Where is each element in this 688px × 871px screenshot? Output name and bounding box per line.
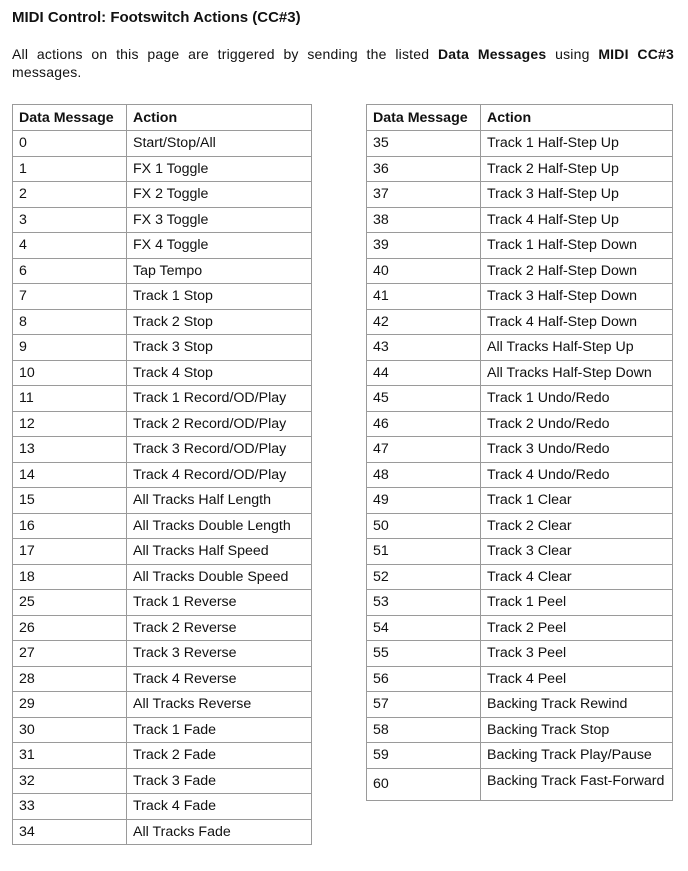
table-row xyxy=(13,462,312,488)
action-cell: FX 3 Toggle xyxy=(127,207,312,233)
data-message-cell: 15 xyxy=(13,488,127,514)
table-row xyxy=(13,360,312,386)
intro-bold-data-messages: Data Messages xyxy=(437,46,547,62)
data-message-cell: 6 xyxy=(13,258,127,284)
table-row xyxy=(13,233,312,259)
data-message-cell: 30 xyxy=(13,717,127,743)
data-message-cell: 28 xyxy=(13,666,127,692)
action-cell: Track 1 Record/OD/Play xyxy=(127,386,312,412)
data-message-cell: 35 xyxy=(367,131,481,157)
table-row xyxy=(13,411,312,437)
action-cell: Track 2 Half-Step Down xyxy=(481,258,673,284)
data-message-cell: 42 xyxy=(367,309,481,335)
data-message-cell: 10 xyxy=(13,360,127,386)
action-cell: Track 2 Record/OD/Play xyxy=(127,411,312,437)
table-row xyxy=(13,692,312,718)
table-row xyxy=(13,156,312,182)
action-cell: Track 2 Clear xyxy=(481,513,673,539)
table-row xyxy=(13,437,312,463)
data-message-cell: 57 xyxy=(367,692,481,718)
data-message-cell: 12 xyxy=(13,411,127,437)
table-row xyxy=(13,590,312,616)
table-row xyxy=(367,437,673,463)
column-header-data-message: Data Message xyxy=(367,105,481,131)
table-row xyxy=(367,768,673,800)
table-row xyxy=(13,819,312,845)
action-cell: Track 1 Undo/Redo xyxy=(481,386,673,412)
intro-paragraph xyxy=(12,45,674,81)
table-row xyxy=(13,386,312,412)
intro-text-2: using xyxy=(546,46,599,62)
intro-bold-midi-cc: MIDI CC#3 xyxy=(598,46,674,62)
table-row xyxy=(13,335,312,361)
action-cell: FX 1 Toggle xyxy=(127,156,312,182)
table-row xyxy=(367,513,673,539)
data-message-cell: 11 xyxy=(13,386,127,412)
data-message-cell: 38 xyxy=(367,207,481,233)
data-message-cell: 0 xyxy=(13,131,127,157)
table-row xyxy=(13,794,312,820)
table-row xyxy=(13,207,312,233)
table-row xyxy=(13,539,312,565)
action-cell: Track 1 Stop xyxy=(127,284,312,310)
data-message-cell: 29 xyxy=(13,692,127,718)
action-cell: Start/Stop/All xyxy=(127,131,312,157)
table-row xyxy=(367,156,673,182)
data-message-cell: 47 xyxy=(367,437,481,463)
table-row xyxy=(13,131,312,157)
data-message-cell: 43 xyxy=(367,335,481,361)
intro-text-1: All actions on this page are triggered by sending the listed xyxy=(12,46,438,62)
data-message-cell: 36 xyxy=(367,156,481,182)
table-row xyxy=(367,539,673,565)
table-header-row xyxy=(367,105,673,131)
data-message-cell: 27 xyxy=(13,641,127,667)
action-cell: Track 3 Reverse xyxy=(127,641,312,667)
table-body-right xyxy=(367,131,673,801)
table-row xyxy=(367,182,673,208)
table-row xyxy=(367,233,673,259)
action-cell: Track 4 Reverse xyxy=(127,666,312,692)
table-row xyxy=(367,666,673,692)
action-cell: Track 3 Record/OD/Play xyxy=(127,437,312,463)
action-cell: Track 3 Half-Step Down xyxy=(481,284,673,310)
data-message-cell: 54 xyxy=(367,615,481,641)
action-cell: Track 2 Stop xyxy=(127,309,312,335)
action-cell: All Tracks Half Length xyxy=(127,488,312,514)
data-message-cell: 48 xyxy=(367,462,481,488)
data-message-cell: 3 xyxy=(13,207,127,233)
action-cell: Track 1 Reverse xyxy=(127,590,312,616)
data-message-cell: 31 xyxy=(13,743,127,769)
table-row xyxy=(367,207,673,233)
data-message-cell: 32 xyxy=(13,768,127,794)
actions-table-left xyxy=(12,104,312,845)
action-cell: All Tracks Half-Step Down xyxy=(481,360,673,386)
table-row xyxy=(367,131,673,157)
table-row xyxy=(13,615,312,641)
action-cell: Track 3 Clear xyxy=(481,539,673,565)
action-cell: All Tracks Double Speed xyxy=(127,564,312,590)
column-header-action: Action xyxy=(481,105,673,131)
data-message-cell: 39 xyxy=(367,233,481,259)
table-row xyxy=(13,309,312,335)
action-cell: Track 2 Peel xyxy=(481,615,673,641)
action-cell: Track 1 Clear xyxy=(481,488,673,514)
data-message-cell: 37 xyxy=(367,182,481,208)
table-row xyxy=(13,768,312,794)
data-message-cell: 44 xyxy=(367,360,481,386)
action-cell: Track 1 Half-Step Down xyxy=(481,233,673,259)
table-row xyxy=(367,488,673,514)
data-message-cell: 17 xyxy=(13,539,127,565)
action-cell: Track 3 Stop xyxy=(127,335,312,361)
data-message-cell: 14 xyxy=(13,462,127,488)
table-row xyxy=(13,182,312,208)
data-message-cell: 45 xyxy=(367,386,481,412)
data-message-cell: 8 xyxy=(13,309,127,335)
data-message-cell: 33 xyxy=(13,794,127,820)
data-message-cell: 16 xyxy=(13,513,127,539)
action-cell: Track 4 Peel xyxy=(481,666,673,692)
action-cell: Track 1 Fade xyxy=(127,717,312,743)
data-message-cell: 53 xyxy=(367,590,481,616)
action-cell: Track 4 Clear xyxy=(481,564,673,590)
intro-text-3: messages. xyxy=(12,64,82,80)
action-cell: All Tracks Double Length xyxy=(127,513,312,539)
data-message-cell: 4 xyxy=(13,233,127,259)
action-cell: Track 4 Fade xyxy=(127,794,312,820)
table-header-row xyxy=(13,105,312,131)
data-message-cell: 34 xyxy=(13,819,127,845)
data-message-cell: 7 xyxy=(13,284,127,310)
action-cell: Track 4 Half-Step Down xyxy=(481,309,673,335)
action-cell: Track 3 Peel xyxy=(481,641,673,667)
data-message-cell: 59 xyxy=(367,743,481,769)
table-row xyxy=(367,743,673,769)
data-message-cell: 40 xyxy=(367,258,481,284)
action-cell: All Tracks Half-Step Up xyxy=(481,335,673,361)
column-header-action: Action xyxy=(127,105,312,131)
action-cell: Track 2 Undo/Redo xyxy=(481,411,673,437)
action-cell: Track 2 Reverse xyxy=(127,615,312,641)
table-row xyxy=(367,411,673,437)
action-cell: Track 3 Fade xyxy=(127,768,312,794)
action-cell: All Tracks Half Speed xyxy=(127,539,312,565)
table-row xyxy=(13,564,312,590)
table-row xyxy=(13,488,312,514)
data-message-cell: 9 xyxy=(13,335,127,361)
action-cell: Track 1 Half-Step Up xyxy=(481,131,673,157)
data-message-cell: 41 xyxy=(367,284,481,310)
table-row xyxy=(13,641,312,667)
data-message-cell: 51 xyxy=(367,539,481,565)
data-message-cell: 13 xyxy=(13,437,127,463)
action-cell: Tap Tempo xyxy=(127,258,312,284)
action-cell: Track 4 Half-Step Up xyxy=(481,207,673,233)
data-message-cell: 18 xyxy=(13,564,127,590)
data-message-cell: 56 xyxy=(367,666,481,692)
table-row xyxy=(367,309,673,335)
action-cell: FX 2 Toggle xyxy=(127,182,312,208)
table-body-left xyxy=(13,131,312,845)
action-cell: Backing Track Play/Pause xyxy=(481,743,673,769)
table-row xyxy=(367,462,673,488)
action-cell: Track 3 Undo/Redo xyxy=(481,437,673,463)
table-row xyxy=(13,743,312,769)
page-title: MIDI Control: Footswitch Actions (CC#3) xyxy=(12,9,301,26)
action-cell: Track 2 Half-Step Up xyxy=(481,156,673,182)
table-row xyxy=(367,615,673,641)
action-cell: Track 4 Record/OD/Play xyxy=(127,462,312,488)
table-row xyxy=(13,284,312,310)
data-message-cell: 46 xyxy=(367,411,481,437)
data-message-cell: 50 xyxy=(367,513,481,539)
column-header-data-message: Data Message xyxy=(13,105,127,131)
table-row xyxy=(367,335,673,361)
data-message-cell: 60 xyxy=(367,768,481,800)
table-row xyxy=(367,564,673,590)
action-cell: All Tracks Fade xyxy=(127,819,312,845)
data-message-cell: 58 xyxy=(367,717,481,743)
data-message-cell: 49 xyxy=(367,488,481,514)
table-row xyxy=(367,258,673,284)
data-message-cell: 55 xyxy=(367,641,481,667)
action-cell: Backing Track Rewind xyxy=(481,692,673,718)
data-message-cell: 2 xyxy=(13,182,127,208)
action-cell: FX 4 Toggle xyxy=(127,233,312,259)
table-row xyxy=(13,513,312,539)
table-row xyxy=(13,666,312,692)
action-cell: Track 4 Stop xyxy=(127,360,312,386)
action-cell: Backing Track Fast-Forward xyxy=(481,768,673,800)
data-message-cell: 52 xyxy=(367,564,481,590)
table-row xyxy=(367,386,673,412)
action-cell: Track 1 Peel xyxy=(481,590,673,616)
data-message-cell: 1 xyxy=(13,156,127,182)
action-cell: All Tracks Reverse xyxy=(127,692,312,718)
data-message-cell: 26 xyxy=(13,615,127,641)
table-row xyxy=(367,641,673,667)
table-row xyxy=(13,717,312,743)
actions-table-right xyxy=(366,104,673,801)
action-cell: Track 3 Half-Step Up xyxy=(481,182,673,208)
action-cell: Track 2 Fade xyxy=(127,743,312,769)
table-row xyxy=(367,717,673,743)
table-row xyxy=(367,590,673,616)
table-row xyxy=(367,692,673,718)
table-row xyxy=(367,284,673,310)
table-row xyxy=(367,360,673,386)
action-cell: Backing Track Stop xyxy=(481,717,673,743)
action-cell: Track 4 Undo/Redo xyxy=(481,462,673,488)
table-row xyxy=(13,258,312,284)
data-message-cell: 25 xyxy=(13,590,127,616)
